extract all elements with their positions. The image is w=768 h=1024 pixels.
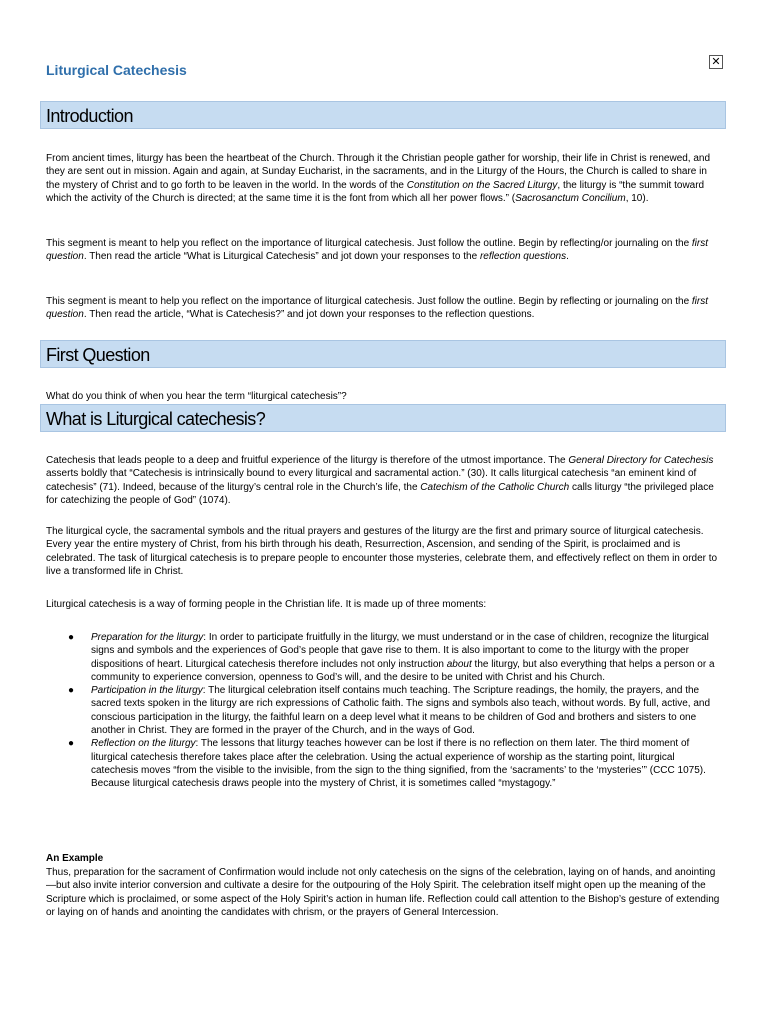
- close-icon[interactable]: ✕: [709, 55, 723, 69]
- list-item-text: Reflection on the liturgy: The lessons that liturgy teaches however can be lost if there is no reflection on them later. The third moment of liturgical catechesis therefore takes place after the celebration. Using the actual experience of worship as the starting point, liturgical catechesis moves “from the visible to the invisible, from the sign to the thing signified, from the ‘sacraments’ to the ‘mysteries’” (CCC 1075). Because liturgical catechesis draws people into the mystery of Christ, it is sometimes called “mystagogy.”: [91, 738, 706, 790]
- first-question-text: What do you think of when you hear the term “liturgical catechesis”?: [46, 391, 347, 402]
- list-item: [46, 737, 722, 790]
- moments-list: [46, 631, 722, 791]
- bullet-icon: ●: [68, 738, 75, 750]
- example-text: Thus, preparation for the sacrament of Confirmation would include not only catechesis on the signs of the celebration, laying on of hands, and anointing—but also invite interior conversion and cultivate a desire for the outpouring of the Holy Spirit. The celebration itself might open up the meaning of the Scripture which is proclaimed, or some aspect of the Holy Spirit’s action in human life. Reflection could call attention to the Bishop’s gesture of extending or laying on of hands and anointing the candidates with chrism, or the prayers of General Intercession.: [46, 867, 720, 918]
- intro-paragraph-3: This segment is meant to help you reflect on the importance of liturgical catechesis. Just follow the outline. Begin by reflecting or journaling on the first question. Then read the article, “What is Catechesis?” and jot down your responses to the reflection questions.: [46, 296, 709, 321]
- list-item-text: Participation in the liturgy: The liturgical celebration itself contains much teaching. The Scripture readings, the homily, the prayers, and the sacred texts spoken in the liturgy are rich expressions of Catholic faith. The signs and symbols also teach, without words. By full, active, and conscious participation in the liturgy, the faithful learn on a deep level what it means to be children of God and brothers and sisters to one another in Christ. They are formed in the prayer of the Church, and in the ways of God.: [91, 685, 711, 737]
- what-is-heading: What is Liturgical catechesis?: [40, 404, 726, 432]
- first-question-heading: First Question: [40, 340, 726, 368]
- document-title: Liturgical Catechesis: [46, 62, 187, 78]
- list-item: [46, 631, 722, 684]
- bullet-icon: ●: [68, 685, 75, 697]
- what-is-paragraph-1: Catechesis that leads people to a deep and fruitful experience of the liturgy is therefore of the utmost importance. The General Directory for Catechesis asserts boldly that “Catechesis is intrinsically bound to every liturgical and sacramental action.” (30). It calls liturgical catechesis “an eminent kind of catechesis” (71). Indeed, because of the liturgy’s central role in the Church’s life, the Catechism of the Catholic Church calls liturgy “the privileged place for catechizing the people of God” (1074).: [46, 455, 714, 506]
- intro-paragraph-2: This segment is meant to help you reflect on the importance of liturgical catechesis. Just follow the outline. Begin by reflecting/or journaling on the first question. Then read the article “What is Liturgical Catechesis” and jot down your responses to the reflection questions.: [46, 238, 709, 263]
- example-title: An Example: [46, 853, 104, 864]
- list-item: [46, 684, 722, 737]
- introduction-heading: Introduction: [40, 101, 726, 129]
- what-is-paragraph-2: The liturgical cycle, the sacramental symbols and the ritual prayers and gestures of the liturgy are the first and primary source of liturgical catechesis. Every year the entire mystery of Christ, from his birth through his death, Resurrection, Ascension, and sending of the Spirit, is proclaimed and is celebrated. The task of liturgical catechesis is to prepare people to encounter those mysteries, celebrate them, and effectively reflect on them in order to live a transformed life in Christ.: [46, 526, 718, 577]
- intro-paragraph-1: From ancient times, liturgy has been the heartbeat of the Church. Through it the Christian people gather for worship, their life in Christ is renewed, and they are sent out in mission. Again and again, at Sunday Eucharist, in the sacraments, and in the Liturgy of the Hours, the Church is called to share in the mystery of Christ and to go forth to be leaven in the world. In the words of the Constitution on the Sacred Liturgy, the liturgy is “the summit toward which the activity of the Church is directed; at the same time it is the font from which all her power flows.” (Sacrosanctum Concilium, 10).: [46, 153, 711, 204]
- what-is-paragraph-3: Liturgical catechesis is a way of forming people in the Christian life. It is made up of three moments:: [46, 599, 487, 610]
- bullet-icon: ●: [68, 632, 75, 643]
- list-item-text: Preparation for the liturgy: In order to participate fruitfully in the liturgy, we must understand or in the case of children, recognize the liturgical signs and symbols and the experiences of God’s people that gave rise to them. It is also important to come to the liturgy with the proper dispositions of heart. Liturgical catechesis therefore includes not only instruction about the liturgy, but also everything that helps a person or a community to experience conversion, openness to God’s will, and the desire to be united with Christ and his Church.: [91, 632, 715, 683]
